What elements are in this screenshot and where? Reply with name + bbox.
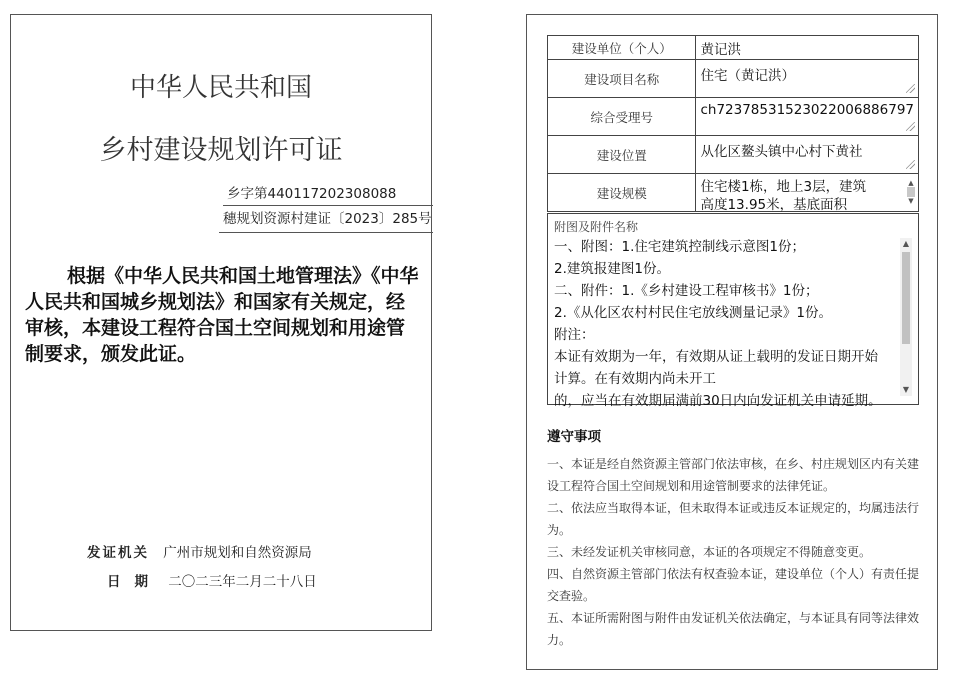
issuer-value: 广州市规划和自然资源局 [163, 545, 312, 561]
attachments-box [547, 213, 919, 409]
table-row [548, 174, 919, 212]
certificate-title: 乡村建设规划许可证 [99, 135, 343, 166]
rule-item: 四、自然资源主管部门依法有权查验本证，建设单位（个人）有责任提交查验。 [547, 567, 920, 603]
attachment-line: 2.《从化区农村村民住宅放线测量记录》1份。 [554, 305, 832, 321]
resize-grip-icon[interactable] [906, 122, 915, 131]
attachment-line: 2.建筑报建图1份。 [554, 261, 670, 277]
scroll-down-icon[interactable]: ▼ [902, 385, 910, 394]
project-name-value: 住宅（黄记洪） [700, 67, 795, 84]
attachment-line: 本证有效期为一年，有效期从证上载明的发证日期开始 [554, 349, 878, 365]
resize-grip-icon[interactable] [906, 160, 915, 169]
scale-field[interactable] [696, 177, 918, 213]
attachment-line: 的，应当在有效期届满前30日内向发证机关申请延期。 [554, 393, 882, 409]
certificate-title-country: 中华人民共和国 [129, 73, 312, 103]
table-row [548, 60, 919, 98]
scroll-up-icon[interactable]: ▲ [908, 178, 914, 187]
scale-scrollbar[interactable] [906, 179, 916, 205]
resize-grip-icon[interactable] [906, 84, 915, 93]
attachments-scrollbar[interactable] [900, 238, 912, 396]
table-row [548, 36, 919, 60]
scale-value-line2: 高度13.95米，基底面积 [700, 196, 848, 213]
issue-date-value: 二〇二三年二月二十八日 [168, 574, 317, 590]
acceptance-number-value: ch72378531523022006886797 [700, 101, 914, 118]
rule-item: 五、本证所需附图与附件由发证机关依法确定，与本证具有同等法律效力。 [547, 611, 920, 647]
attachment-line: 附注： [554, 327, 595, 343]
scale-value-line1: 住宅楼1栋，地上3层，建筑 [700, 178, 867, 195]
attachments-textarea[interactable] [554, 236, 899, 409]
project-info-table [547, 35, 919, 212]
table-row [548, 98, 919, 136]
certificate-statement: 根据《中华人民共和国土地管理法》《中华人民共和国城乡规划法》和国家有关规定，经审核，本建设工程符合国土空间规划和用途管制要求，颁发此证。 [25, 265, 419, 365]
scroll-thumb[interactable] [902, 252, 910, 344]
scroll-up-icon[interactable]: ▲ [902, 239, 910, 248]
attachments-title: 附图及附件名称 [554, 220, 639, 234]
issue-date-label: 日期 [107, 574, 162, 590]
attachment-line: 计算。在有效期内尚未开工 [554, 371, 716, 387]
acceptance-number-field[interactable] [696, 101, 918, 133]
certificate-document-number-field[interactable]: 穗规划资源村建证〔2023〕285号 [219, 206, 433, 233]
location-label: 建设位置 [548, 136, 696, 174]
scroll-down-icon[interactable]: ▼ [908, 196, 914, 205]
issuer-label: 发证机关 [87, 545, 149, 561]
rules-title: 遵守事项 [547, 429, 601, 445]
issue-date-row [107, 570, 317, 590]
acceptance-number-label: 综合受理号 [548, 98, 696, 136]
rule-item: 二、依法应当取得本证，但未取得本证或违反本证规定的，均属违法行为。 [547, 501, 920, 537]
scroll-thumb[interactable] [907, 187, 915, 197]
certificate-face [10, 14, 432, 631]
location-value: 从化区鳌头镇中心村下黄社 [700, 143, 863, 160]
attachment-line: 一、附图：1.住宅建筑控制线示意图1份； [554, 239, 805, 255]
scale-label: 建设规模 [548, 174, 696, 212]
issuer-row [87, 541, 312, 561]
builder-field[interactable]: 黄记洪 [700, 41, 741, 58]
certificate-details [526, 14, 938, 670]
rule-item: 一、本证是经自然资源主管部门依法审核，在乡、村庄规划区内有关建设工程符合国土空间规划和用途管制要求的法律凭证。 [547, 457, 920, 493]
certificate-number-field[interactable]: 乡字第440117202308088 [223, 183, 433, 206]
location-field[interactable] [696, 139, 918, 171]
rule-item: 三、未经发证机关审核同意，本证的各项规定不得随意变更。 [547, 545, 872, 559]
table-row [548, 136, 919, 174]
project-name-field[interactable] [696, 63, 918, 95]
attachment-line: 二、附件：1.《乡村建设工程审核书》1份； [554, 283, 819, 299]
rules-list [547, 453, 923, 651]
builder-label: 建设单位（个人） [548, 36, 696, 60]
project-name-label: 建设项目名称 [548, 60, 696, 98]
